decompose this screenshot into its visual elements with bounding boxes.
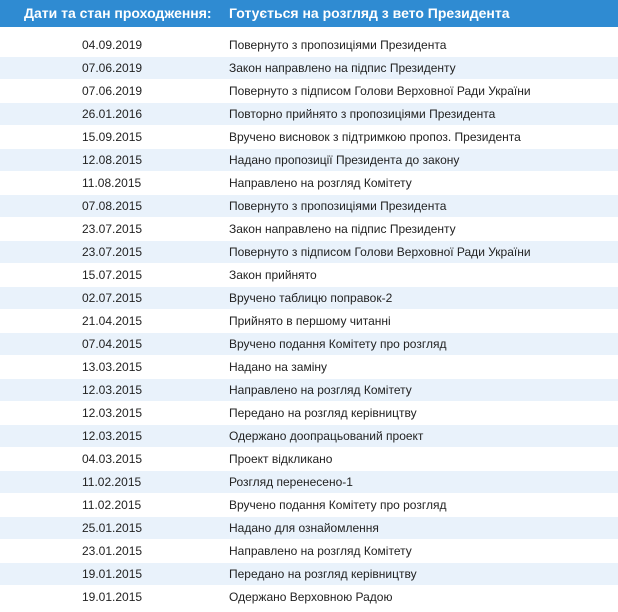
table-row [0,425,618,448]
table-row [0,517,618,540]
row-date: 12.03.2015 [82,406,143,420]
table-row [0,402,618,425]
table-row [0,264,618,287]
table-row [0,57,618,80]
row-status: Вручено висновок з підтримкою пропоз. Президента [229,130,521,144]
table-row [0,172,618,195]
row-status: Направлено на розгляд Комітету [229,176,412,190]
row-date: 15.09.2015 [82,130,143,144]
table-row [0,540,618,563]
row-date: 12.03.2015 [82,383,143,397]
table-row [0,310,618,333]
table-row [0,287,618,310]
row-date: 04.09.2019 [82,38,143,52]
row-status: Закон направлено на підпис Президенту [229,61,456,75]
row-status: Направлено на розгляд Комітету [229,383,412,397]
row-status: Передано на розгляд керівництву [229,406,417,420]
row-date: 02.07.2015 [82,291,143,305]
row-date: 07.04.2015 [82,337,143,351]
row-status: Закон прийнято [229,268,317,282]
table-row [0,126,618,149]
row-status: Направлено на розгляд Комітету [229,544,412,558]
row-date: 07.06.2019 [82,61,143,75]
row-status: Одержано доопрацьований проект [229,429,424,443]
row-status: Повернуто з підписом Голови Верховної Ради України [229,245,531,259]
row-date: 11.02.2015 [82,498,142,512]
row-status: Вручено подання Комітету про розгляд [229,498,447,512]
row-date: 23.07.2015 [82,245,143,259]
row-date: 19.01.2015 [82,567,143,581]
row-status: Надано пропозиції Президента до закону [229,153,460,167]
row-date: 23.01.2015 [82,544,143,558]
table-row [0,379,618,402]
row-status: Вручено таблицю поправок-2 [229,291,393,305]
row-date: 04.03.2015 [82,452,143,466]
row-status: Надано на заміну [229,360,328,374]
dates-and-status-header: Дати та стан проходження: [24,5,212,21]
row-date: 11.08.2015 [82,176,142,190]
row-date: 07.06.2019 [82,84,143,98]
row-date: 07.08.2015 [82,199,143,213]
table-row [0,563,618,586]
row-status: Повернуто з пропозиціями Президента [229,199,447,213]
row-date: 21.04.2015 [82,314,143,328]
table-row [0,241,618,264]
current-status-header: Готується на розгляд з вето Президента [229,5,510,21]
row-status: Надано для ознайомлення [229,521,379,535]
row-status: Одержано Верховною Радою [229,590,393,604]
table-row [0,333,618,356]
table-row [0,448,618,471]
row-date: 15.07.2015 [82,268,143,282]
row-status: Повернуто з підписом Голови Верховної Ради України [229,84,531,98]
table-header [0,0,618,27]
table-row [0,356,618,379]
row-status: Прийнято в першому читанні [229,314,391,328]
table-row [0,103,618,126]
row-date: 23.07.2015 [82,222,143,236]
table-row [0,494,618,517]
table-row [0,586,618,609]
row-date: 12.08.2015 [82,153,143,167]
row-date: 12.03.2015 [82,429,143,443]
table-row [0,218,618,241]
row-date: 19.01.2015 [82,590,143,604]
table-row [0,149,618,172]
row-status: Проект відкликано [229,452,333,466]
row-status: Вручено подання Комітету про розгляд [229,337,447,351]
row-status: Повернуто з пропозиціями Президента [229,38,447,52]
table-row [0,195,618,218]
row-status: Повторно прийнято з пропозиціями Президента [229,107,496,121]
table-row [0,80,618,103]
row-date: 11.02.2015 [82,475,142,489]
history-rows [0,34,618,609]
table-row [0,34,618,57]
row-date: 13.03.2015 [82,360,143,374]
row-status: Розгляд перенесено-1 [229,475,353,489]
row-status: Закон направлено на підпис Президенту [229,222,456,236]
row-date: 25.01.2015 [82,521,143,535]
row-status: Передано на розгляд керівництву [229,567,417,581]
table-row [0,471,618,494]
row-date: 26.01.2016 [82,107,143,121]
